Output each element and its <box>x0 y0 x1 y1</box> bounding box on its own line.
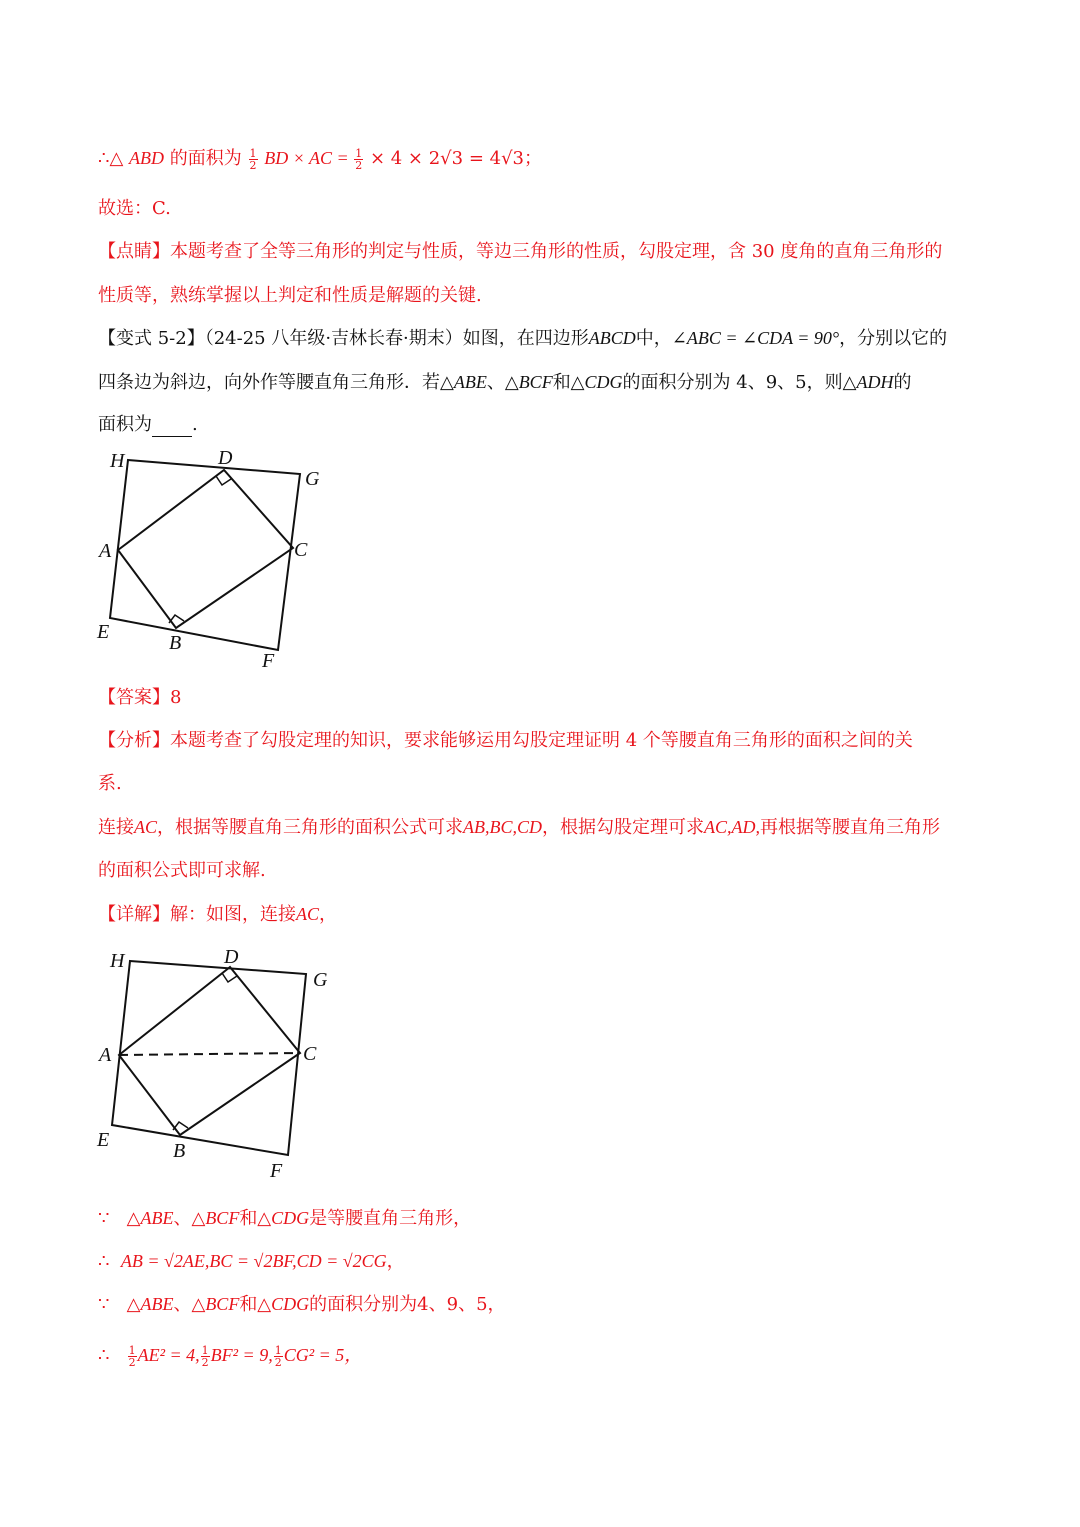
expr-result: × 4 × 2√3 = 4√3； <box>369 148 542 169</box>
label-f: F <box>270 1160 283 1182</box>
analysis-line-1: 【分析】本题考查了勾股定理的知识，要求能够运用勾股定理证明 4 个等腰直角三角形的面积之间的关 <box>98 730 913 751</box>
geometry-figure-1 <box>90 440 350 680</box>
inner-quadrilateral-abcd <box>119 967 300 1135</box>
analysis-line-3: 连接AC，根据等腰直角三角形的面积公式可求AB,BC,CD，根据勾股定理可求AC,AD,再根据等腰直角三角形 <box>98 817 941 838</box>
problem-line-2: 四条边为斜边，向外作等腰直角三角形．若△ABE、△BCF和△CDG的面积分别为 4、9、5，则△ADH的 <box>98 372 912 393</box>
triangle-abd: ABD <box>129 148 165 168</box>
problem-line-3: 面积为 . <box>98 414 198 435</box>
geometry-figure-2 <box>90 940 350 1185</box>
label-a: A <box>99 540 112 562</box>
detail-line: 【详解】解：如图，连接AC， <box>98 904 338 925</box>
outer-quadrilateral <box>112 961 306 1155</box>
expr-bd-ac: BD × AC = <box>264 148 354 168</box>
fraction-half: $\frac{1}{2}$ <box>249 146 257 172</box>
fraction-half: $\frac{1}{2}$ <box>128 1343 136 1369</box>
therefore-triangle: ∴△ <box>98 148 124 169</box>
fraction-half: $\frac{1}{2}$ <box>201 1343 209 1369</box>
label-h: H <box>110 450 125 472</box>
label-d: D <box>218 447 233 469</box>
answer-blank <box>152 418 192 437</box>
outer-quadrilateral <box>110 460 300 650</box>
step-4: ∴ $\frac{1}{2}$ AE² = 4, $\frac{1}{2}$ BF² = 9, $\frac{1}{2}$ CG² = 5， <box>98 1343 363 1369</box>
fraction-half: $\frac{1}{2}$ <box>355 146 363 172</box>
step-1: ∵ △ABE、△BCF和△CDG是等腰直角三角形， <box>98 1208 472 1229</box>
label-h: H <box>110 950 125 972</box>
label-e: E <box>97 621 110 643</box>
angle-equation: ∠ABC = ∠CDA = 90° <box>671 328 840 348</box>
comment-line-2: 性质等，熟练掌握以上判定和性质是解题的关键. <box>98 285 482 306</box>
problem-source: （24-25 八年级·吉林长春·期末） <box>204 328 463 349</box>
step-2: ∴ AB = √2AE,BC = √2BF,CD = √2CG， <box>98 1251 405 1272</box>
label-a: A <box>99 1044 112 1066</box>
label-b: B <box>169 632 182 654</box>
step-3: ∵ △ABE、△BCF和△CDG的面积分别为4、9、5， <box>98 1294 506 1315</box>
label-b: B <box>173 1140 186 1162</box>
analysis-line-4: 的面积公式即可求解. <box>98 860 266 881</box>
text-area-of: 的面积为 <box>169 148 242 169</box>
problem-line-1: 【变式 5-2】（24-25 八年级·吉林长春·期末）如图，在四边形ABCD中，∠ABC = ∠CDA = 90°，分别以它的 <box>98 328 948 349</box>
label-d: D <box>224 946 239 968</box>
label-c: C <box>294 539 308 561</box>
label-g: G <box>305 468 320 490</box>
inner-quadrilateral-abcd <box>118 470 293 628</box>
problem-tag: 【变式 5-2】 <box>98 328 205 349</box>
label-e: E <box>97 1129 110 1151</box>
answer-line: 【答案】8 <box>98 687 182 708</box>
solution-area-line <box>98 146 542 171</box>
label-c: C <box>303 1043 317 1065</box>
analysis-line-2: 系. <box>98 773 122 794</box>
label-g: G <box>313 969 328 991</box>
dashed-diagonal-ac <box>119 1053 300 1055</box>
fraction-half: $\frac{1}{2}$ <box>274 1343 282 1369</box>
label-f: F <box>262 650 275 672</box>
comment-line-1: 【点睛】本题考查了全等三角形的判定与性质，等边三角形的性质，勾股定理，含 30 度角的直角三角形的 <box>98 241 943 262</box>
right-angle-mark-d <box>216 476 231 485</box>
choice-line: 故选：C. <box>98 198 171 219</box>
